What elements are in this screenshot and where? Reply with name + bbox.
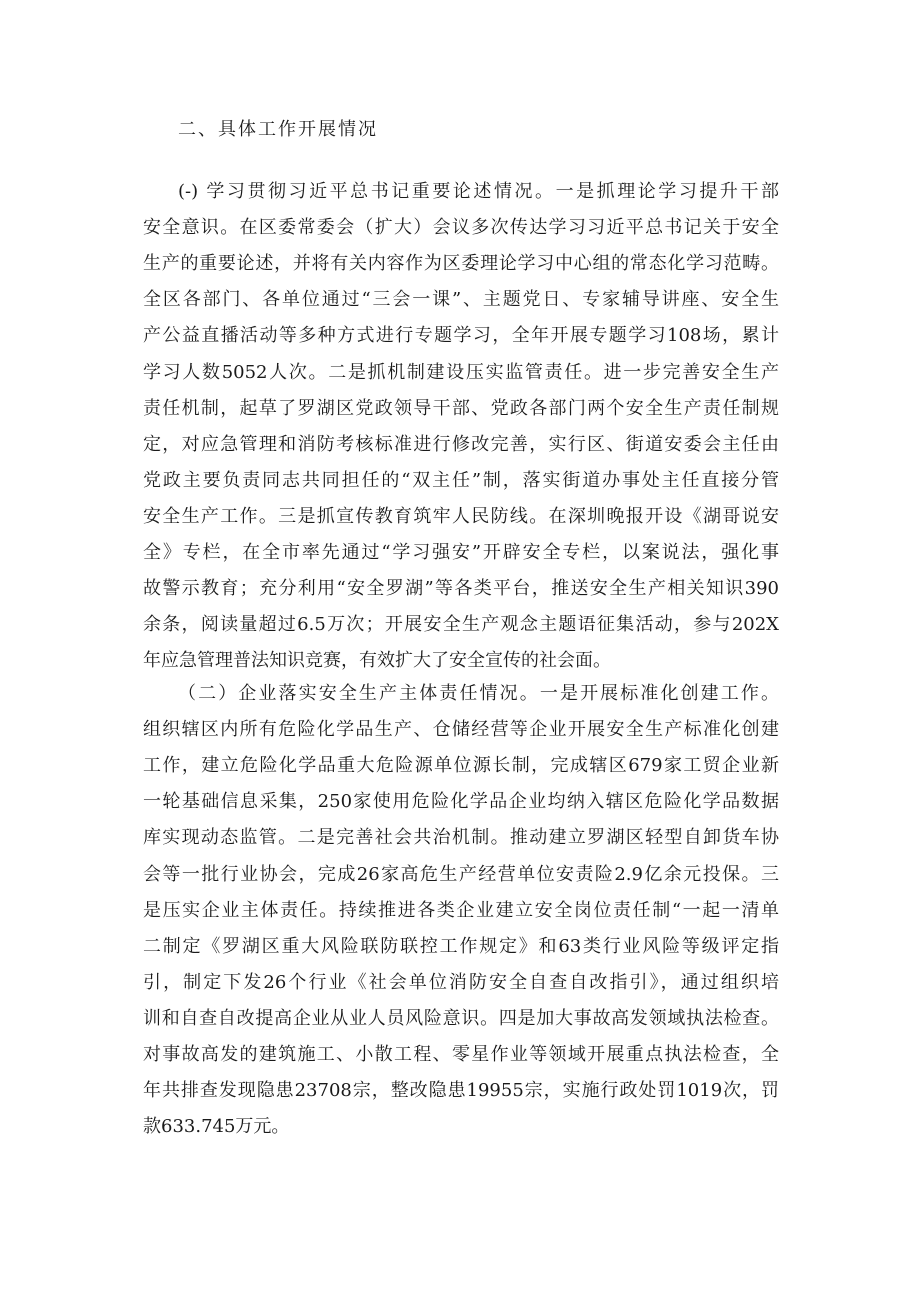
- text-line: 款633.745万元。: [143, 1116, 290, 1138]
- text-line: 责任机制，起草了罗湖区党政领导干部、党政各部门两个安全生产责任制规: [143, 397, 779, 419]
- text-line: 学习人数5052人次。二是抓机制建设压实监管责任。进一步完善安全生产: [143, 361, 779, 383]
- text-line: 对事故高发的建筑施工、小散工程、零星作业等领域开展重点执法检查，全: [143, 1044, 779, 1065]
- text-line: 故警示教育；充分利用“安全罗湖”等各类平台，推送安全生产相关知识390: [143, 578, 779, 600]
- text-line: 余条，阅读量超过6.5万次；开展安全生产观念主题语征集活动，参与202X: [143, 614, 779, 636]
- text-line: 党政主要负责同志共同担任的“双主任”制，落实街道办事处主任直接分管: [143, 469, 779, 491]
- text-line: 引，制定下发26个行业《社会单位消防安全自查自改指引》，通过组织培: [143, 971, 779, 993]
- text-line: 安全意识。在区委常委会（扩大）会议多次传达学习习近平总书记关于安全: [143, 217, 779, 239]
- text-line: 工作，建立危险化学品重大危险源单位源长制，完成辖区679家工贸企业新: [143, 755, 779, 777]
- text-line: 会等一批行业协会，完成26家高危生产经营单位安责险2.9亿余元投保。三: [143, 863, 779, 885]
- text-line: 生产的重要论述，并将有关内容作为区委理论学习中心组的常态化学习范畴。: [143, 253, 779, 275]
- text-line: 年应急管理普法知识竞赛，有效扩大了安全宣传的社会面。: [143, 650, 611, 672]
- text-line: 训和自查自改提高企业从业人员风险意识。四是加大事故高发领域执法检查。: [143, 1007, 779, 1029]
- text-line: 全》专栏，在全市率先通过“学习强安”开辟安全专栏，以案说法，强化事: [143, 542, 779, 563]
- text-line: 一轮基础信息采集，250家使用危险化学品企业均纳入辖区危险化学品数据: [143, 791, 779, 813]
- section-heading: 二、具体工作开展情况: [178, 119, 378, 140]
- text-line: 安全生产工作。三是抓宣传教育筑牢人民防线。在深圳晚报开设《湖哥说安: [143, 505, 779, 527]
- text-line: 产公益直播活动等多种方式进行专题学习，全年开展专题学习108场，累计: [143, 325, 779, 347]
- text-line: 定，对应急管理和消防考核标准进行修改完善，实行区、街道安委会主任由: [143, 433, 779, 455]
- text-line: 库实现动态监管。二是完善社会共治机制。推动建立罗湖区轻型自卸货车协: [143, 827, 779, 849]
- text-line: （二）企业落实安全生产主体责任情况。一是开展标准化创建工作。: [178, 683, 779, 704]
- text-line: 全区各部门、各单位通过“三会一课”、主题党日、专家辅导讲座、安全生: [143, 289, 779, 311]
- text-line: 组织辖区内所有危险化学品生产、仓储经营等企业开展安全生产标准化创建: [143, 719, 779, 741]
- text-line: 年共排查发现隐患23708宗，整改隐患19955宗，实施行政处罚1019次，罚: [143, 1080, 779, 1102]
- text-line: 是压实企业主体责任。持续推进各类企业建立安全岗位责任制“一起一清单: [143, 899, 779, 921]
- text-line: 二制定《罗湖区重大风险联防联控工作规定》和63类行业风险等级评定指: [143, 935, 779, 957]
- text-line: (-) 学习贯彻习近平总书记重要论述情况。一是抓理论学习提升干部: [178, 181, 779, 202]
